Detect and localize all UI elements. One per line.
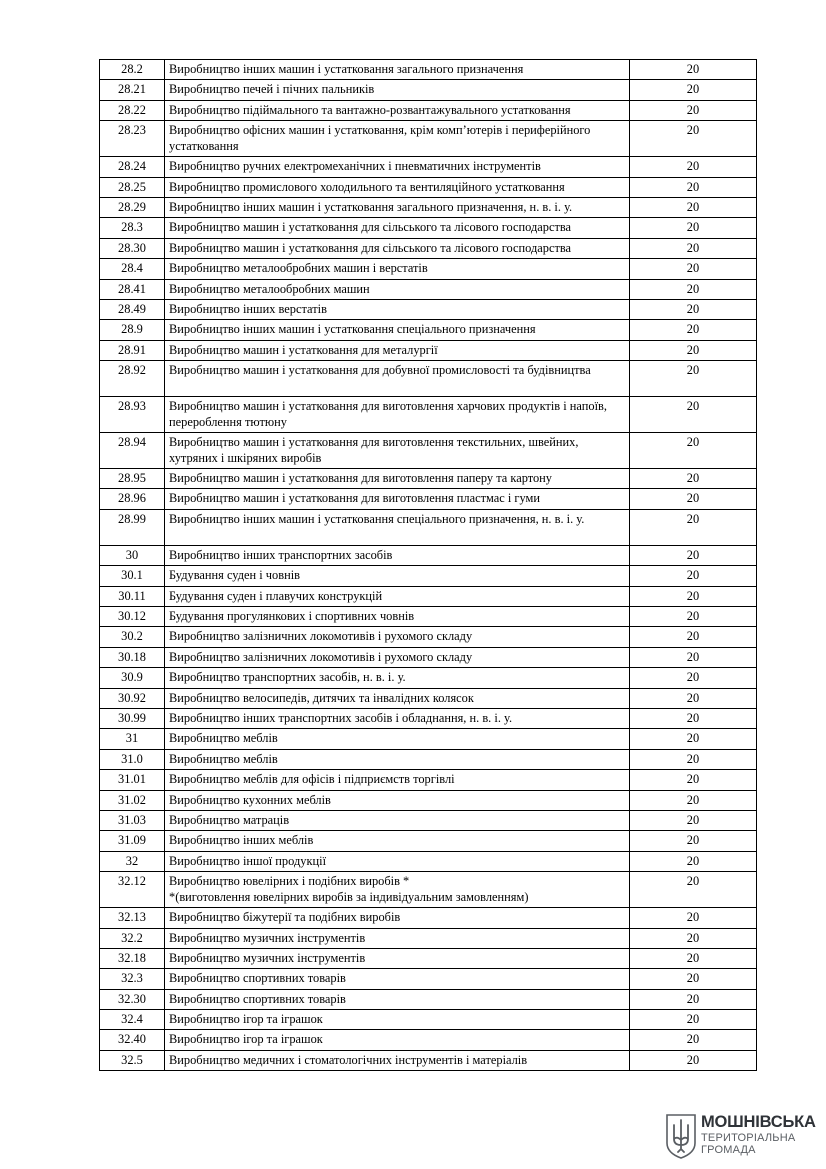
row-activity-name: Виробництво інших машин і устатковання спеціального призначення xyxy=(165,320,630,340)
row-code: 28.21 xyxy=(100,80,165,100)
row-code: 28.96 xyxy=(100,489,165,509)
row-activity-name: Виробництво медичних і стоматологічних інструментів і матеріалів xyxy=(165,1050,630,1070)
table-row xyxy=(100,948,757,968)
table-row xyxy=(100,340,757,360)
row-activity-name: Виробництво інших транспортних засобів і обладнання, н. в. і. у. xyxy=(165,708,630,728)
logo-title: МОШНІВСЬКА xyxy=(701,1113,816,1131)
table-row xyxy=(100,810,757,830)
row-code: 28.29 xyxy=(100,197,165,217)
row-rate: 20 xyxy=(630,688,757,708)
row-rate: 20 xyxy=(630,100,757,120)
row-rate: 20 xyxy=(630,851,757,871)
row-rate: 20 xyxy=(630,1010,757,1030)
row-rate: 20 xyxy=(630,790,757,810)
row-rate: 20 xyxy=(630,586,757,606)
row-code: 31 xyxy=(100,729,165,749)
row-activity-name: Виробництво машин і устатковання для добувної промисловості та будівництва xyxy=(165,361,630,397)
row-activity-name: Будування прогулянкових і спортивних човнів xyxy=(165,607,630,627)
table-row xyxy=(100,121,757,157)
row-code: 32.5 xyxy=(100,1050,165,1070)
row-rate: 20 xyxy=(630,810,757,830)
row-rate: 20 xyxy=(630,708,757,728)
row-rate: 20 xyxy=(630,218,757,238)
row-activity-name: Виробництво меблів xyxy=(165,749,630,769)
community-logo xyxy=(665,1113,816,1161)
row-rate: 20 xyxy=(630,80,757,100)
row-rate: 20 xyxy=(630,627,757,647)
row-activity-name: Виробництво машин і устатковання для виготовлення харчових продуктів і напоїв, перероблення тютюну xyxy=(165,397,630,433)
row-activity-name: Виробництво біжутерії та подібних виробів xyxy=(165,908,630,928)
table-row xyxy=(100,586,757,606)
row-code: 32.12 xyxy=(100,872,165,908)
row-code: 28.2 xyxy=(100,60,165,80)
table-row xyxy=(100,218,757,238)
row-code: 30.1 xyxy=(100,566,165,586)
row-activity-name: Виробництво машин і устатковання для сільського та лісового господарства xyxy=(165,238,630,258)
row-code: 30.18 xyxy=(100,647,165,667)
table-body xyxy=(100,60,757,1071)
row-code: 32.3 xyxy=(100,969,165,989)
row-activity-name: Виробництво металообробних машин xyxy=(165,279,630,299)
row-code: 28.92 xyxy=(100,361,165,397)
table-row xyxy=(100,433,757,469)
table-row xyxy=(100,469,757,489)
table-row xyxy=(100,1010,757,1030)
table-row xyxy=(100,320,757,340)
row-rate: 20 xyxy=(630,177,757,197)
table-row xyxy=(100,770,757,790)
table-row xyxy=(100,969,757,989)
table-row xyxy=(100,908,757,928)
table-row xyxy=(100,647,757,667)
row-code: 31.01 xyxy=(100,770,165,790)
row-activity-name: Будування суден і плавучих конструкцій xyxy=(165,586,630,606)
table-row xyxy=(100,668,757,688)
row-activity-name: Виробництво музичних інструментів xyxy=(165,948,630,968)
row-activity-name: Виробництво інших верстатів xyxy=(165,299,630,319)
row-activity-name: Виробництво інших меблів xyxy=(165,831,630,851)
row-code: 32.4 xyxy=(100,1010,165,1030)
row-rate: 20 xyxy=(630,361,757,397)
row-code: 32.30 xyxy=(100,989,165,1009)
row-activity-name: Виробництво промислового холодильного та вентиляційного устатковання xyxy=(165,177,630,197)
row-rate: 20 xyxy=(630,60,757,80)
row-rate: 20 xyxy=(630,668,757,688)
table-row xyxy=(100,197,757,217)
table-row xyxy=(100,566,757,586)
table-row xyxy=(100,489,757,509)
row-activity-name: Будування суден і човнів xyxy=(165,566,630,586)
row-code: 28.49 xyxy=(100,299,165,319)
row-code: 28.9 xyxy=(100,320,165,340)
table-row xyxy=(100,361,757,397)
table-row xyxy=(100,851,757,871)
row-code: 28.91 xyxy=(100,340,165,360)
row-activity-name: Виробництво офісних машин і устатковання, крім комп’ютерів і периферійного устатковання xyxy=(165,121,630,157)
table-row xyxy=(100,1030,757,1050)
row-rate: 20 xyxy=(630,831,757,851)
row-activity-name: Виробництво транспортних засобів, н. в. і. у. xyxy=(165,668,630,688)
table-row xyxy=(100,397,757,433)
row-rate: 20 xyxy=(630,320,757,340)
row-activity-name: Виробництво машин і устатковання для металургії xyxy=(165,340,630,360)
row-activity-name: Виробництво металообробних машин і верстатів xyxy=(165,259,630,279)
row-activity-note: *(виготовлення ювелірних виробів за індивідуальним замовленням) xyxy=(169,890,529,905)
row-rate: 20 xyxy=(630,566,757,586)
row-code: 28.25 xyxy=(100,177,165,197)
row-code: 28.24 xyxy=(100,157,165,177)
row-activity-name: Виробництво інших транспортних засобів xyxy=(165,545,630,565)
row-activity-name: Виробництво залізничних локомотивів і рухомого складу xyxy=(165,627,630,647)
table-row xyxy=(100,80,757,100)
row-code: 31.0 xyxy=(100,749,165,769)
logo-subtitle-2: ГРОМАДА xyxy=(701,1144,756,1156)
row-activity-name: Виробництво машин і устатковання для виготовлення паперу та картону xyxy=(165,469,630,489)
row-activity-name: Виробництво інших машин і устатковання спеціального призначення, н. в. і. у. xyxy=(165,509,630,545)
row-activity-name-text: Виробництво ювелірних і подібних виробів * xyxy=(169,874,410,889)
row-rate: 20 xyxy=(630,433,757,469)
table-row xyxy=(100,100,757,120)
row-activity-name: Виробництво інших машин і устатковання загального призначення, н. в. і. у. xyxy=(165,197,630,217)
table-row xyxy=(100,607,757,627)
row-activity-name: Виробництво машин і устатковання для виготовлення текстильних, швейних, хутряних і шкіряних виробів xyxy=(165,433,630,469)
row-activity-name: Виробництво залізничних локомотивів і рухомого складу xyxy=(165,647,630,667)
row-code: 32.40 xyxy=(100,1030,165,1050)
row-rate: 20 xyxy=(630,908,757,928)
row-activity-name: Виробництво інших машин і устатковання загального призначення xyxy=(165,60,630,80)
table-row xyxy=(100,729,757,749)
row-code: 31.03 xyxy=(100,810,165,830)
row-code: 28.22 xyxy=(100,100,165,120)
row-code: 28.94 xyxy=(100,433,165,469)
row-code: 28.95 xyxy=(100,469,165,489)
trident-icon xyxy=(665,1113,697,1159)
row-code: 31.09 xyxy=(100,831,165,851)
table-row xyxy=(100,157,757,177)
row-rate: 20 xyxy=(630,489,757,509)
row-code: 30.99 xyxy=(100,708,165,728)
row-rate: 20 xyxy=(630,948,757,968)
row-rate: 20 xyxy=(630,509,757,545)
row-code: 28.23 xyxy=(100,121,165,157)
row-activity-name: Виробництво матраців xyxy=(165,810,630,830)
row-code: 31.02 xyxy=(100,790,165,810)
row-activity-name: Виробництво ручних електромеханічних і пневматичних інструментів xyxy=(165,157,630,177)
row-rate: 20 xyxy=(630,340,757,360)
row-activity-name: Виробництво ігор та іграшок xyxy=(165,1010,630,1030)
row-code: 30.2 xyxy=(100,627,165,647)
row-code: 28.30 xyxy=(100,238,165,258)
row-code: 28.4 xyxy=(100,259,165,279)
row-code: 28.99 xyxy=(100,509,165,545)
row-activity-name: Виробництво машин і устатковання для сільського та лісового господарства xyxy=(165,218,630,238)
row-code: 30.92 xyxy=(100,688,165,708)
table-row xyxy=(100,831,757,851)
row-activity-name: Виробництво кухонних меблів xyxy=(165,790,630,810)
table-row xyxy=(100,509,757,545)
row-rate: 20 xyxy=(630,647,757,667)
row-activity-name: Виробництво машин і устатковання для виготовлення пластмас і гуми xyxy=(165,489,630,509)
row-activity-name: Виробництво підіймального та вантажно-розвантажувального устатковання xyxy=(165,100,630,120)
table-row xyxy=(100,928,757,948)
row-code: 30.11 xyxy=(100,586,165,606)
row-code: 30 xyxy=(100,545,165,565)
table-row xyxy=(100,790,757,810)
row-rate: 20 xyxy=(630,299,757,319)
row-rate: 20 xyxy=(630,607,757,627)
row-code: 30.12 xyxy=(100,607,165,627)
row-rate: 20 xyxy=(630,872,757,908)
row-code: 32.18 xyxy=(100,948,165,968)
row-rate: 20 xyxy=(630,469,757,489)
row-activity-name: Виробництво велосипедів, дитячих та інвалідних колясок xyxy=(165,688,630,708)
activity-codes-table xyxy=(99,59,757,1071)
row-code: 28.3 xyxy=(100,218,165,238)
table-row xyxy=(100,238,757,258)
row-activity-name: Виробництво меблів для офісів і підприємств торгівлі xyxy=(165,770,630,790)
table-row xyxy=(100,688,757,708)
row-rate: 20 xyxy=(630,259,757,279)
row-code: 28.93 xyxy=(100,397,165,433)
row-rate: 20 xyxy=(630,238,757,258)
row-rate: 20 xyxy=(630,729,757,749)
table-row xyxy=(100,627,757,647)
row-rate: 20 xyxy=(630,969,757,989)
row-code: 32 xyxy=(100,851,165,871)
table-row xyxy=(100,1050,757,1070)
row-code: 32.2 xyxy=(100,928,165,948)
row-activity-name: Виробництво іншої продукції xyxy=(165,851,630,871)
row-rate: 20 xyxy=(630,989,757,1009)
table-row xyxy=(100,749,757,769)
row-activity-name: Виробництво спортивних товарів xyxy=(165,989,630,1009)
table-row xyxy=(100,279,757,299)
row-activity-name xyxy=(165,872,630,908)
table-row xyxy=(100,872,757,908)
row-activity-name: Виробництво меблів xyxy=(165,729,630,749)
row-rate: 20 xyxy=(630,749,757,769)
row-rate: 20 xyxy=(630,1050,757,1070)
row-rate: 20 xyxy=(630,157,757,177)
logo-subtitle-1: ТЕРИТОРІАЛЬНА xyxy=(701,1132,796,1144)
row-rate: 20 xyxy=(630,279,757,299)
row-rate: 20 xyxy=(630,770,757,790)
table-row xyxy=(100,60,757,80)
row-activity-name: Виробництво спортивних товарів xyxy=(165,969,630,989)
row-rate: 20 xyxy=(630,121,757,157)
table-row xyxy=(100,259,757,279)
row-rate: 20 xyxy=(630,197,757,217)
row-rate: 20 xyxy=(630,928,757,948)
table-row xyxy=(100,989,757,1009)
table-row xyxy=(100,708,757,728)
row-activity-name: Виробництво ігор та іграшок xyxy=(165,1030,630,1050)
row-rate: 20 xyxy=(630,397,757,433)
row-activity-name: Виробництво музичних інструментів xyxy=(165,928,630,948)
table-row xyxy=(100,299,757,319)
row-code: 30.9 xyxy=(100,668,165,688)
table-row xyxy=(100,545,757,565)
row-rate: 20 xyxy=(630,545,757,565)
row-code: 28.41 xyxy=(100,279,165,299)
row-rate: 20 xyxy=(630,1030,757,1050)
row-activity-name: Виробництво печей і пічних пальників xyxy=(165,80,630,100)
row-code: 32.13 xyxy=(100,908,165,928)
table-row xyxy=(100,177,757,197)
